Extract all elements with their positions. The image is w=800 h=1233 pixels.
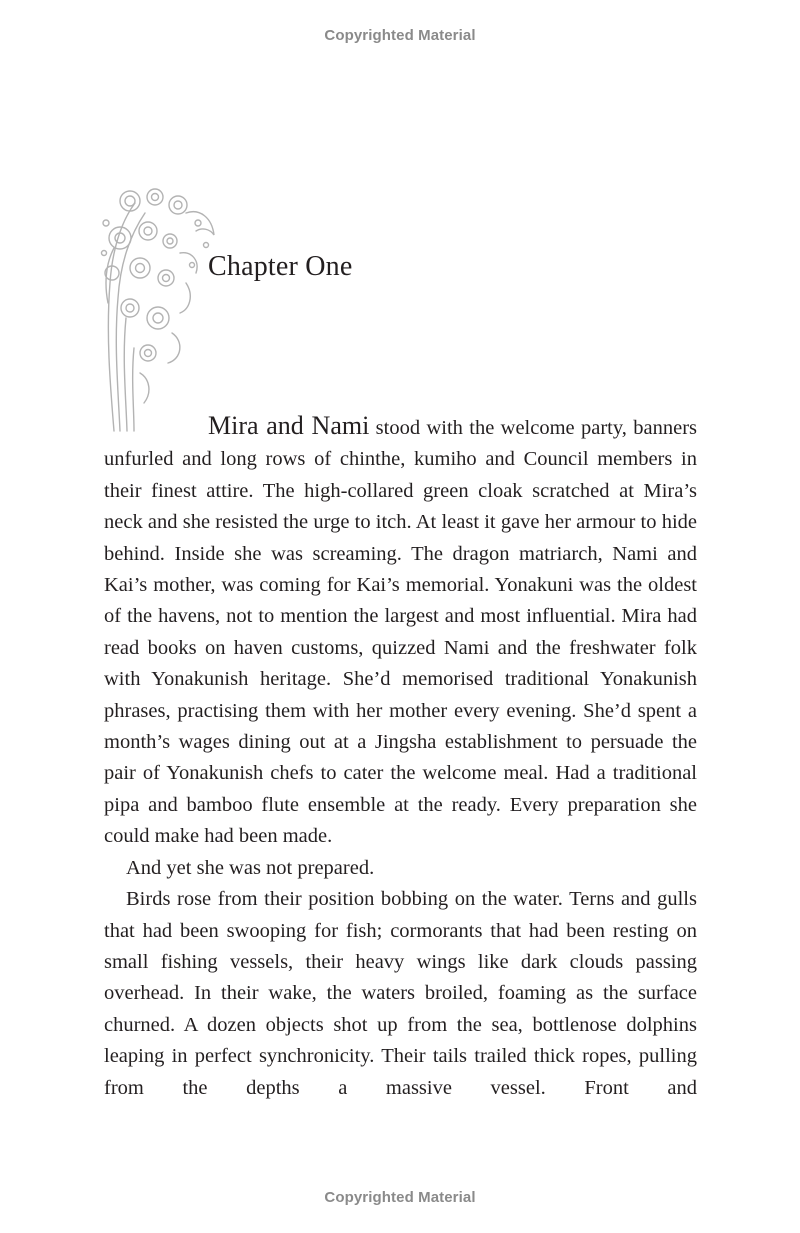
paragraph-1-text: stood with the welcome party, banners unfurled and long rows of chinthe, kumiho and Council members in their finest attire. The high-collared green cloak scratched at Mira’s neck and she resisted the urge to itch. At least it gave her armour to hide behind. Inside she was screaming. The dragon matriarch, Nami and Kai’s mother, was coming for Kai’s memorial. Yonakuni was the oldest of the havens, not to mention the largest and most influential. Mira had read books on haven customs, quizzed Nami and the freshwater folk with Yonakunish heritage. She’d memorised traditional Yonakunish phrases, practising them with her mother every evening. She’d spent a month’s wages dining out at a Jingsha establishment to persuade the pair of Yonakunish chefs to cater the welcome meal. Had a traditional pipa and bamboo flute ensemble at the ready. Every preparation she could make had been made.: [104, 417, 698, 848]
paragraph-1: [104, 410, 697, 853]
wave-ornament-icon: [100, 183, 220, 433]
copyright-header: Copyrighted Material: [324, 27, 476, 44]
paragraph-3: Birds rose from their position bobbing on the water. Terns and gulls that had been swooping for fish; cormorants that had been resting on small fishing vessels, their heavy wings like dark clouds passing overhead. In their wake, the waters broiled, foaming as the surface churned. A dozen objects shot up from the sea, bottlenose dolphins leaping in perfect synchronicity. Their tails trailed thick ropes, pulling from the depths a massive vessel. Front and: [104, 888, 697, 1099]
chapter-body: [104, 410, 697, 1104]
copyright-footer: Copyrighted Material: [324, 1189, 476, 1206]
paragraph-2: And yet she was not prepared.: [126, 856, 375, 879]
chapter-title: Chapter One: [208, 251, 353, 282]
lead-words: Mira and Nami: [208, 411, 370, 440]
